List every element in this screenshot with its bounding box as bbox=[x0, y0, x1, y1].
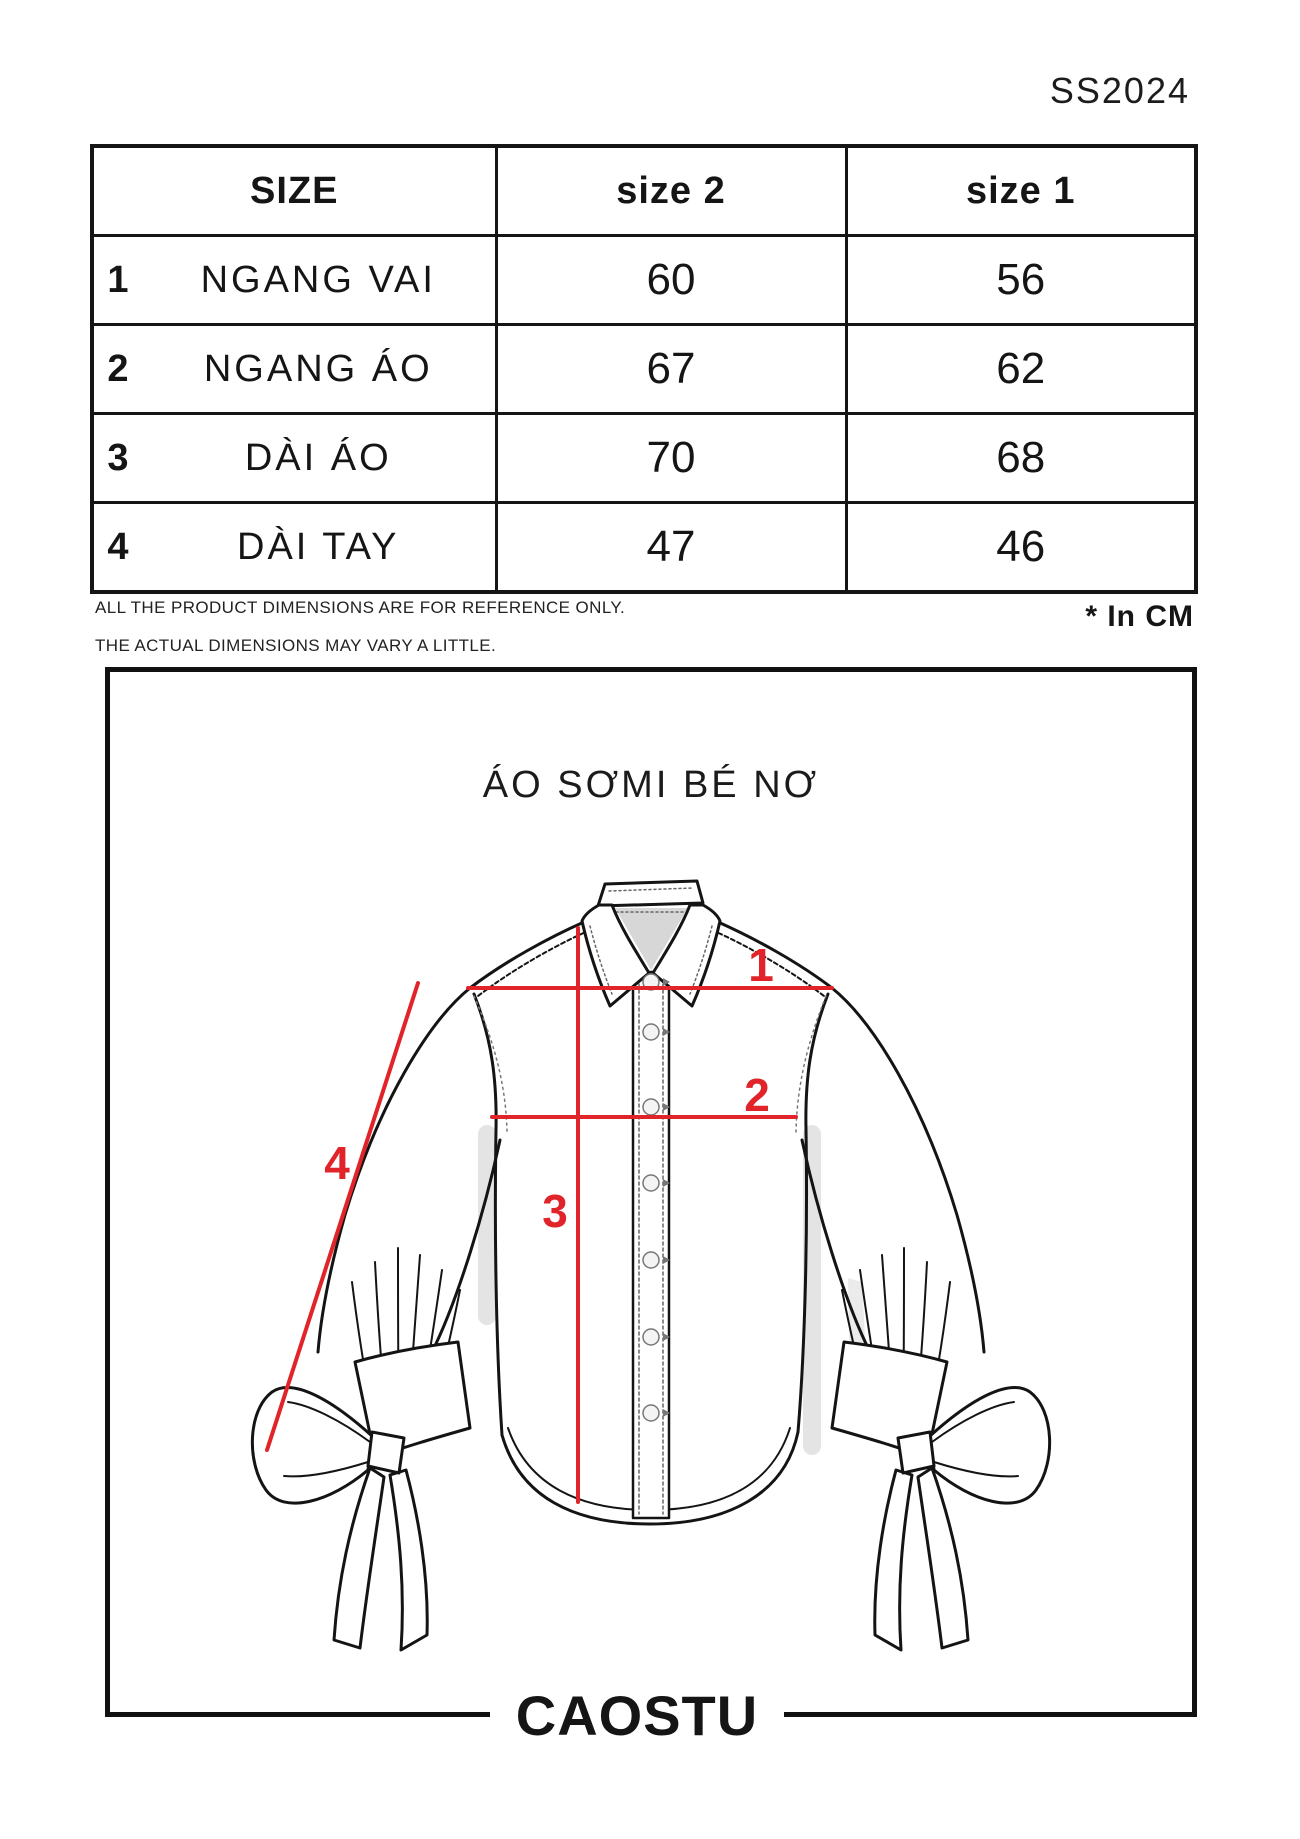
brand-logo-row bbox=[110, 1684, 1192, 1747]
size1-value: 68 bbox=[846, 414, 1196, 503]
measure-label-1: 1 bbox=[748, 939, 774, 991]
table-row bbox=[92, 325, 1196, 414]
measure-label-3: 3 bbox=[542, 1185, 568, 1237]
measure-labels bbox=[324, 939, 774, 1237]
diagram-box bbox=[105, 667, 1197, 1747]
season-code: SS2024 bbox=[1049, 70, 1190, 111]
left-sleeve bbox=[252, 922, 590, 1650]
size1-value: 46 bbox=[846, 503, 1196, 593]
unit-note: * In CM bbox=[1085, 600, 1194, 633]
row-number: 3 bbox=[107, 436, 129, 479]
brand-logo: CAOSTU bbox=[490, 1688, 784, 1744]
size2-value: 60 bbox=[496, 236, 846, 325]
col-header-size1: size 1 bbox=[846, 146, 1196, 236]
row-label: DÀI TAY bbox=[237, 525, 400, 568]
shirt-technical-drawing bbox=[110, 672, 1192, 1712]
row-label: DÀI ÁO bbox=[244, 436, 392, 479]
size1-value: 62 bbox=[846, 325, 1196, 414]
footnote-line-2: THE ACTUAL DIMENSIONS MAY VARY A LITTLE. bbox=[95, 636, 497, 655]
measure-name-cell bbox=[92, 414, 496, 503]
shirt-body bbox=[474, 972, 828, 1524]
row-label: NGANG ÁO bbox=[203, 347, 433, 390]
product-title: ÁO SƠMI BÉ NƠ bbox=[482, 764, 820, 806]
footnote-line-1: ALL THE PRODUCT DIMENSIONS ARE FOR REFERENCE ONLY. bbox=[95, 598, 626, 617]
size1-value: 56 bbox=[846, 236, 1196, 325]
col-header-size2: size 2 bbox=[496, 146, 846, 236]
measure-label-2: 2 bbox=[744, 1069, 770, 1121]
table-row bbox=[92, 236, 1196, 325]
header-row bbox=[92, 146, 1196, 236]
measure-label-4: 4 bbox=[324, 1137, 350, 1189]
table-row bbox=[92, 414, 1196, 503]
right-sleeve bbox=[712, 922, 1050, 1650]
size-table bbox=[90, 144, 1198, 594]
measure-name-cell bbox=[92, 325, 496, 414]
row-number: 1 bbox=[107, 258, 129, 301]
row-number: 2 bbox=[107, 347, 129, 390]
measure-name-cell bbox=[92, 503, 496, 593]
row-number: 4 bbox=[107, 525, 129, 568]
size2-value: 70 bbox=[496, 414, 846, 503]
table-row bbox=[92, 503, 1196, 593]
size2-value: 67 bbox=[496, 325, 846, 414]
size2-value: 47 bbox=[496, 503, 846, 593]
col-header-size: SIZE bbox=[92, 146, 496, 236]
row-label: NGANG VAI bbox=[200, 258, 436, 301]
measure-name-cell bbox=[92, 236, 496, 325]
